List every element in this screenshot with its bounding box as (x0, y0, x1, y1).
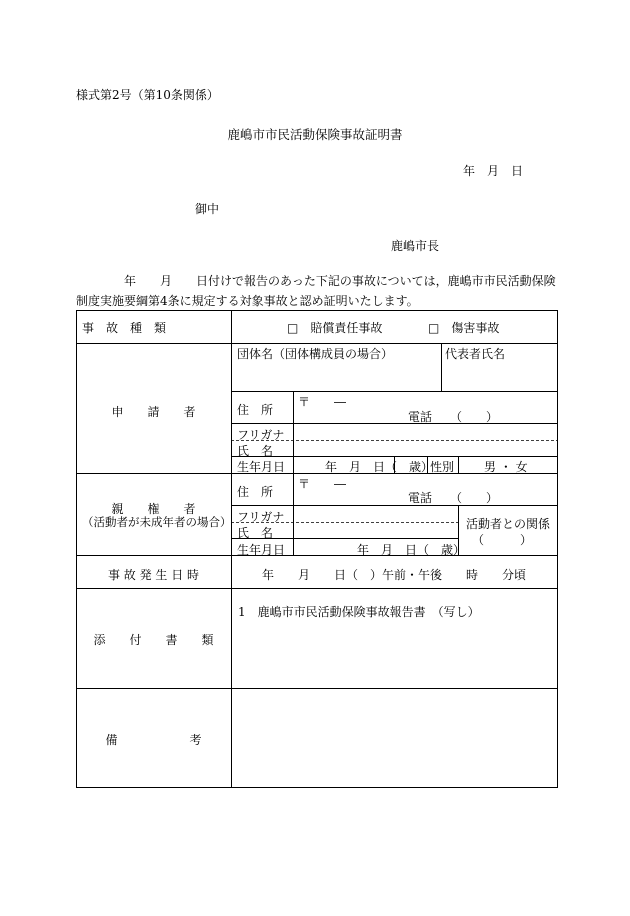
guardian-label: 親 権 者 (111, 502, 196, 516)
guardian-phone: 電話 （ ） (408, 491, 499, 505)
guardian-sublabel: （活動者が未成年者の場合） (82, 515, 232, 529)
accident-datetime-value: 年 月 日（ ）午前・午後 時 分頃 (262, 568, 527, 582)
guardian-name-label: 氏 名 (237, 526, 274, 540)
injury-accident-checkbox[interactable]: □ 傷害事故 (428, 321, 500, 335)
guardian-birth-value: 年 月 日（ 歳） (357, 543, 466, 557)
certification-text-line2: 制度実施要綱第4条に規定する対象事故と認め証明いたします。 (76, 294, 419, 308)
issuer-name: 鹿嶋市長 (391, 239, 440, 253)
relation-label: 活動者との関係 (466, 517, 551, 531)
applicant-label: 申 請 者 (111, 405, 196, 419)
applicant-birth-value: 年 月 日（ 歳） (325, 460, 434, 474)
attachment-item-1: 1 鹿嶋市市民活動保険事故報告書 （写し） (238, 605, 480, 619)
applicant-name-label: 氏 名 (237, 444, 274, 458)
issue-date: 年 月 日 (463, 164, 524, 178)
accident-type-label: 事 故 種 類 (82, 321, 167, 335)
attachments-label: 添 付 書 類 (93, 633, 214, 647)
addressee-suffix: 御中 (195, 202, 220, 216)
form-number: 様式第2号（第10条関係） (76, 88, 219, 102)
accident-datetime-label: 事 故 発 生 日 時 (107, 568, 200, 582)
relation-value: （ ） (472, 533, 533, 547)
guardian-address-label: 住 所 (237, 485, 274, 499)
applicant-postal-code: 〒 ― (298, 395, 347, 409)
certification-text-line1: 年 月 日付けで報告のあった下記の事故については，鹿嶋市市民活動保険 (124, 274, 556, 288)
document-title: 鹿嶋市市民活動保険事故証明書 (227, 127, 403, 142)
applicant-address-label: 住 所 (237, 403, 274, 417)
guardian-birth-label: 生年月日 (237, 543, 286, 557)
representative-name-label: 代表者氏名 (445, 347, 506, 361)
group-name-label: 団体名（団体構成員の場合） (237, 347, 394, 361)
guardian-postal-code: 〒 ― (298, 477, 347, 491)
applicant-furigana-label: フリガナ (237, 428, 285, 442)
guardian-furigana-label: フリガナ (237, 510, 285, 524)
gender-value[interactable]: 男 ・ 女 (484, 460, 528, 474)
applicant-birth-label: 生年月日 (237, 460, 286, 474)
gender-label: 性別 (430, 460, 455, 474)
remarks-label: 備 考 (105, 733, 202, 747)
applicant-phone: 電話 （ ） (408, 410, 499, 424)
liability-accident-checkbox[interactable]: □ 賠償責任事故 (287, 321, 383, 335)
